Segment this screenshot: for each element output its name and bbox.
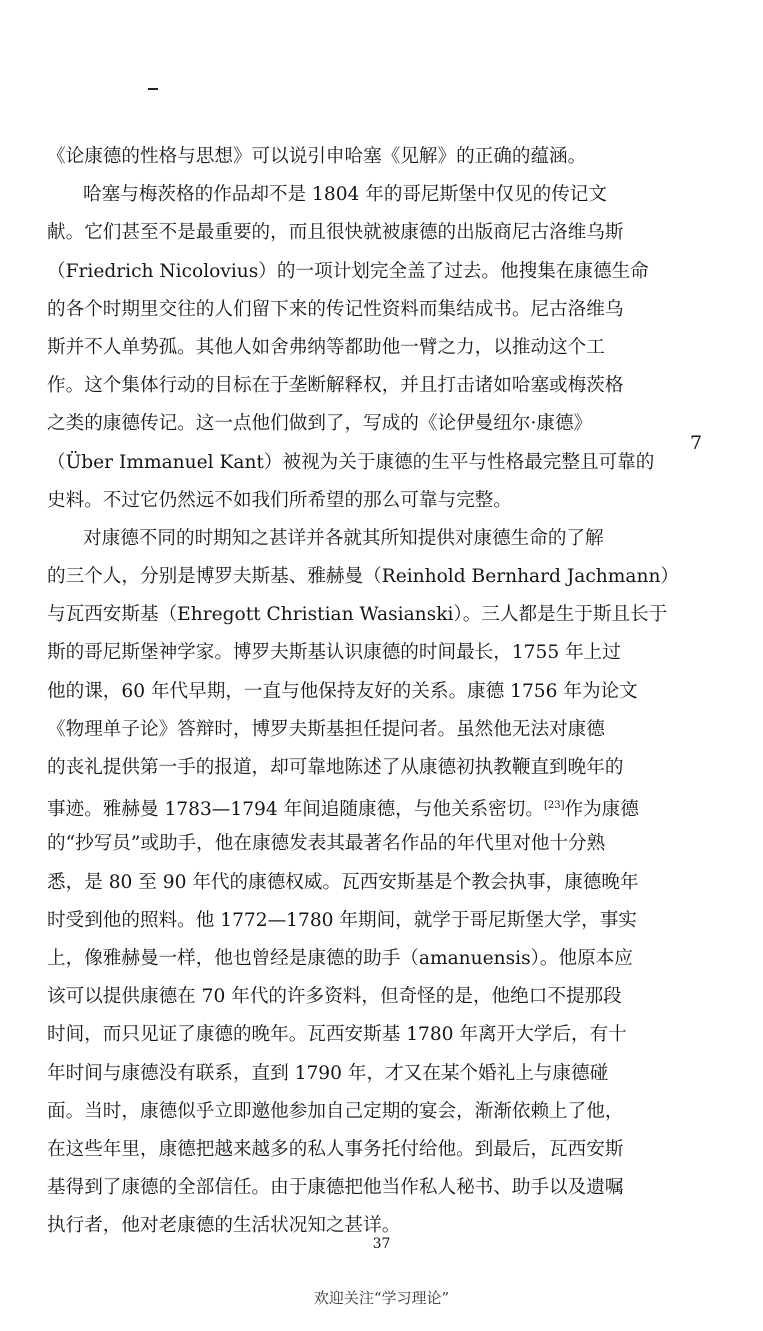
text-line: 在这些年里，康德把越来越多的私人事务托付给他。到最后，瓦西安斯 bbox=[47, 1138, 624, 1160]
text-line: 执行者，他对老康德的生活状况知之甚详。 bbox=[47, 1215, 401, 1237]
text-line: 斯的哥尼斯堡神学家。博罗夫斯基认识康德的时间最长，1755 年上过 bbox=[47, 642, 621, 664]
text-line: 年时间与康德没有联系，直到 1790 年，才又在某个婚礼上与康德碰 bbox=[47, 1062, 609, 1084]
text-line: 斯并不人单势孤。其他人如舍弗纳等都助他一臂之力，以推动这个工 bbox=[47, 336, 605, 358]
text-line: 的三个人，分别是博罗夫斯基、雅赫曼（Reinhold Bernhard Jachmann） bbox=[47, 566, 680, 588]
text-line: 的丧礼提供第一手的报道，却可靠地陈述了从康德初执教鞭直到晚年的 bbox=[47, 757, 624, 778]
text-line: 他的课，60 年代早期，一直与他保持友好的关系。康德 1756 年为论文 bbox=[47, 680, 638, 702]
text-line bbox=[47, 787, 687, 825]
text-line: （Über Immanuel Kant）被视为关于康德的生平与性格最完整且可靠的 bbox=[47, 451, 655, 473]
text-line: 的各个时期里交往的人们留下来的传记性资料而集结成书。尼古洛维乌 bbox=[47, 298, 624, 320]
text-line: 时间，而只见证了康德的晚年。瓦西安斯基 1780 年离开大学后，有十 bbox=[47, 1024, 627, 1046]
text-line-part: 事迹。雅赫曼 1783—1794 年间追随康德，与他关系密切。 bbox=[47, 799, 544, 821]
text-line: 之类的康德传记。这一点他们做到了，写成的《论伊曼纽尔·康德》 bbox=[47, 413, 593, 435]
text-line: 《论康德的性格与思想》可以说引申哈塞《见解》的正确的蕴涵。 bbox=[47, 146, 587, 167]
text-line: 面。当时，康德似乎立即邀他参加自己定期的宴会，渐渐依赖上了他， bbox=[47, 1100, 624, 1122]
body-text bbox=[47, 138, 687, 1245]
text-line: 史料。不过它仍然远不如我们所希望的那么可靠与完整。 bbox=[47, 489, 512, 511]
text-line: 与瓦西安斯基（Ehregott Christian Wasianski）。三人都是生于斯且长于 bbox=[47, 604, 668, 626]
header-dash bbox=[148, 88, 158, 90]
text-line: 的“抄写员”或助手，他在康德发表其最著名作品的年代里对他十分熟 bbox=[47, 833, 606, 855]
text-line: 上，像雅赫曼一样，他也曾经是康德的助手（amanuensis）。他原本应 bbox=[47, 947, 633, 969]
text-line: （Friedrich Nicolovius）的一项计划完全盖了过去。他搜集在康德生命 bbox=[47, 260, 649, 282]
text-line: 该可以提供康德在 70 年代的许多资料，但奇怪的是，他绝口不提那段 bbox=[47, 986, 622, 1008]
text-line: 作。这个集体行动的目标在于垄断解释权，并且打击诸如哈塞或梅茨格 bbox=[47, 375, 624, 397]
text-line: 时受到他的照料。他 1772—1780 年期间，就学于哥尼斯堡大学，事实 bbox=[47, 909, 637, 931]
footer-note: 欢迎关注“学习理论” bbox=[313, 1289, 450, 1307]
margin-number: 7 bbox=[690, 432, 703, 454]
page-number: 37 bbox=[372, 1236, 391, 1252]
text-line: 悉，是 80 至 90 年代的康德权威。瓦西安斯基是个教会执事，康德晚年 bbox=[47, 871, 639, 893]
text-line: 《物理单子论》答辩时，博罗夫斯基担任提问者。虽然他无法对康德 bbox=[47, 718, 605, 740]
text-line: 基得到了康德的全部信任。由于康德把他当作私人秘书、助手以及遗嘱 bbox=[47, 1177, 624, 1199]
text-line: 献。它们甚至不是最重要的，而且很快就被康德的出版商尼古洛维乌斯 bbox=[47, 222, 624, 244]
footnote-reference[interactable]: [23] bbox=[543, 800, 565, 812]
text-line-part: 作为康德 bbox=[564, 799, 639, 821]
text-line: 对康德不同的时期知之甚详并各就其所知提供对康德生命的了解 bbox=[83, 527, 604, 549]
text-line: 哈塞与梅茨格的作品却不是 1804 年的哥尼斯堡中仅见的传记文 bbox=[83, 184, 607, 206]
